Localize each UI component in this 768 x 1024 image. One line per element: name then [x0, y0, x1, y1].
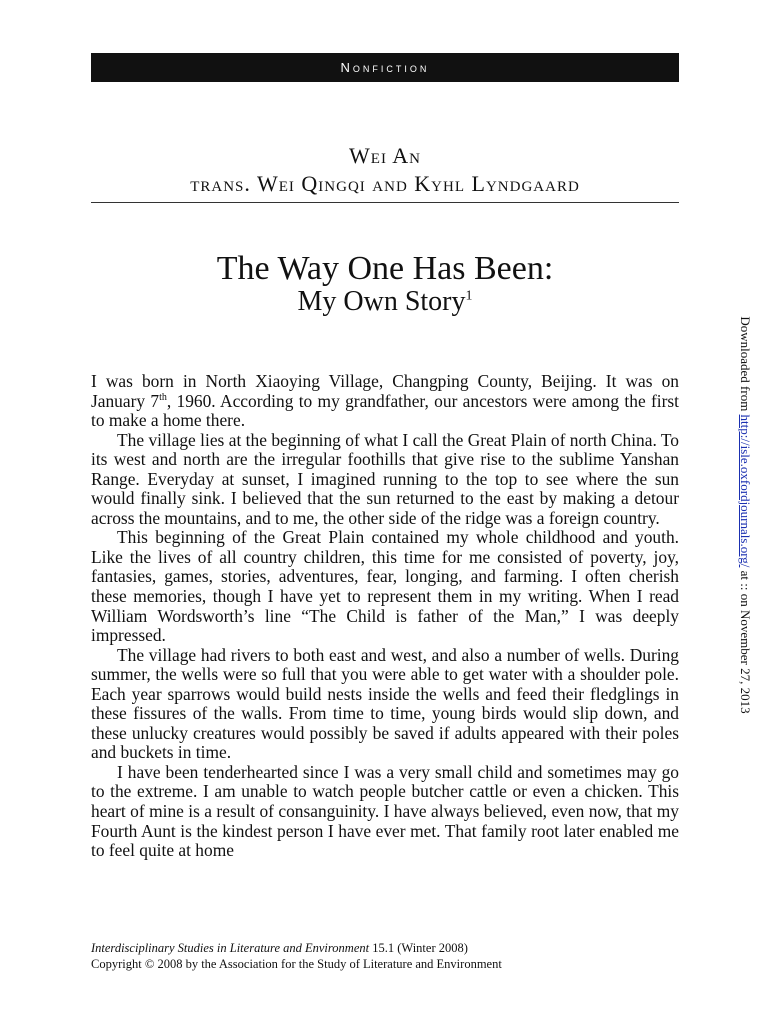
paragraph: The village lies at the beginning of what I call the Great Plain of north China. To its west and north are the irregular foothills that give rise to the sublime Yanshan Range. Everyday at sunset, I imagined running to the top to see where the sun would finally sink. I believed that the sun returned to the east by making a detour across the mountains, and to me, the other side of the ridge was a foreign country. [91, 429, 679, 528]
article-body [91, 372, 679, 861]
paragraph [91, 372, 679, 431]
paragraph: The village had rivers to both east and west, and also a number of wells. During summer, the wells were so full that you were able to get water with a shoulder pole. Each year sparrows would build nests inside the wells and feed their fledglings in these fissures of the walls. From time to time, young birds would slip down, and these unlucky creatures would possibly be saved if adults appeared with their poles and buckets in time. [91, 644, 679, 763]
footnote-marker: 1 [465, 288, 473, 304]
header-divider [91, 202, 679, 203]
section-banner [91, 53, 679, 82]
paragraph-text: I was born in North Xiaoying Village, Changping County, Beijing. It was on January 7 [91, 371, 679, 411]
download-suffix: at :: on November 27, 2013 [738, 567, 753, 714]
paragraph-text: , 1960. According to my grandfather, our ancestors were among the first to make a home there. [91, 390, 679, 431]
paragraph: I have been tenderhearted since I was a very small child and sometimes may go to the extreme. I am unable to watch people butcher cattle or even a chicken. This heart of mine is a result of consanguinity. I have always believed, even now, that my Fourth Aunt is the kindest person I have ever met. That family root later enabled me to feel quite at home [91, 761, 679, 861]
journal-issue: 15.1 (Winter 2008) [369, 941, 468, 955]
subtitle-text: My Own Story [297, 286, 466, 317]
citation-line [91, 940, 679, 956]
section-label: Nonfiction [340, 60, 430, 75]
download-prefix: Downloaded from [738, 316, 753, 415]
copyright-line: Copyright © 2008 by the Association for the Study of Literature and Environment [91, 957, 502, 971]
author-name: Wei An [349, 143, 421, 168]
page-footer [91, 940, 679, 972]
paragraph: This beginning of the Great Plain contained my whole childhood and youth. Like the lives of all country children, this time for me consisted of poverty, joy, fantasies, games, stories, adventures, fear, longing, and farming. I often cherish these memories, though I have yet to represent them in my writing. When I read William Wordsworth’s line “The Child is father of the Man,” I was deeply impressed. [91, 527, 679, 646]
article-subtitle [91, 286, 679, 318]
translators-line: trans. Wei Qingqi and Kyhl Lyndgaard [190, 171, 580, 196]
journal-name: Interdisciplinary Studies in Literature and Environment [91, 941, 370, 955]
download-notice [737, 316, 753, 713]
article-title: The Way One Has Been: [216, 250, 554, 287]
ordinal-suffix: th [159, 391, 167, 403]
journal-link[interactable]: http://isle.oxfordjournals.org/ [738, 414, 753, 568]
